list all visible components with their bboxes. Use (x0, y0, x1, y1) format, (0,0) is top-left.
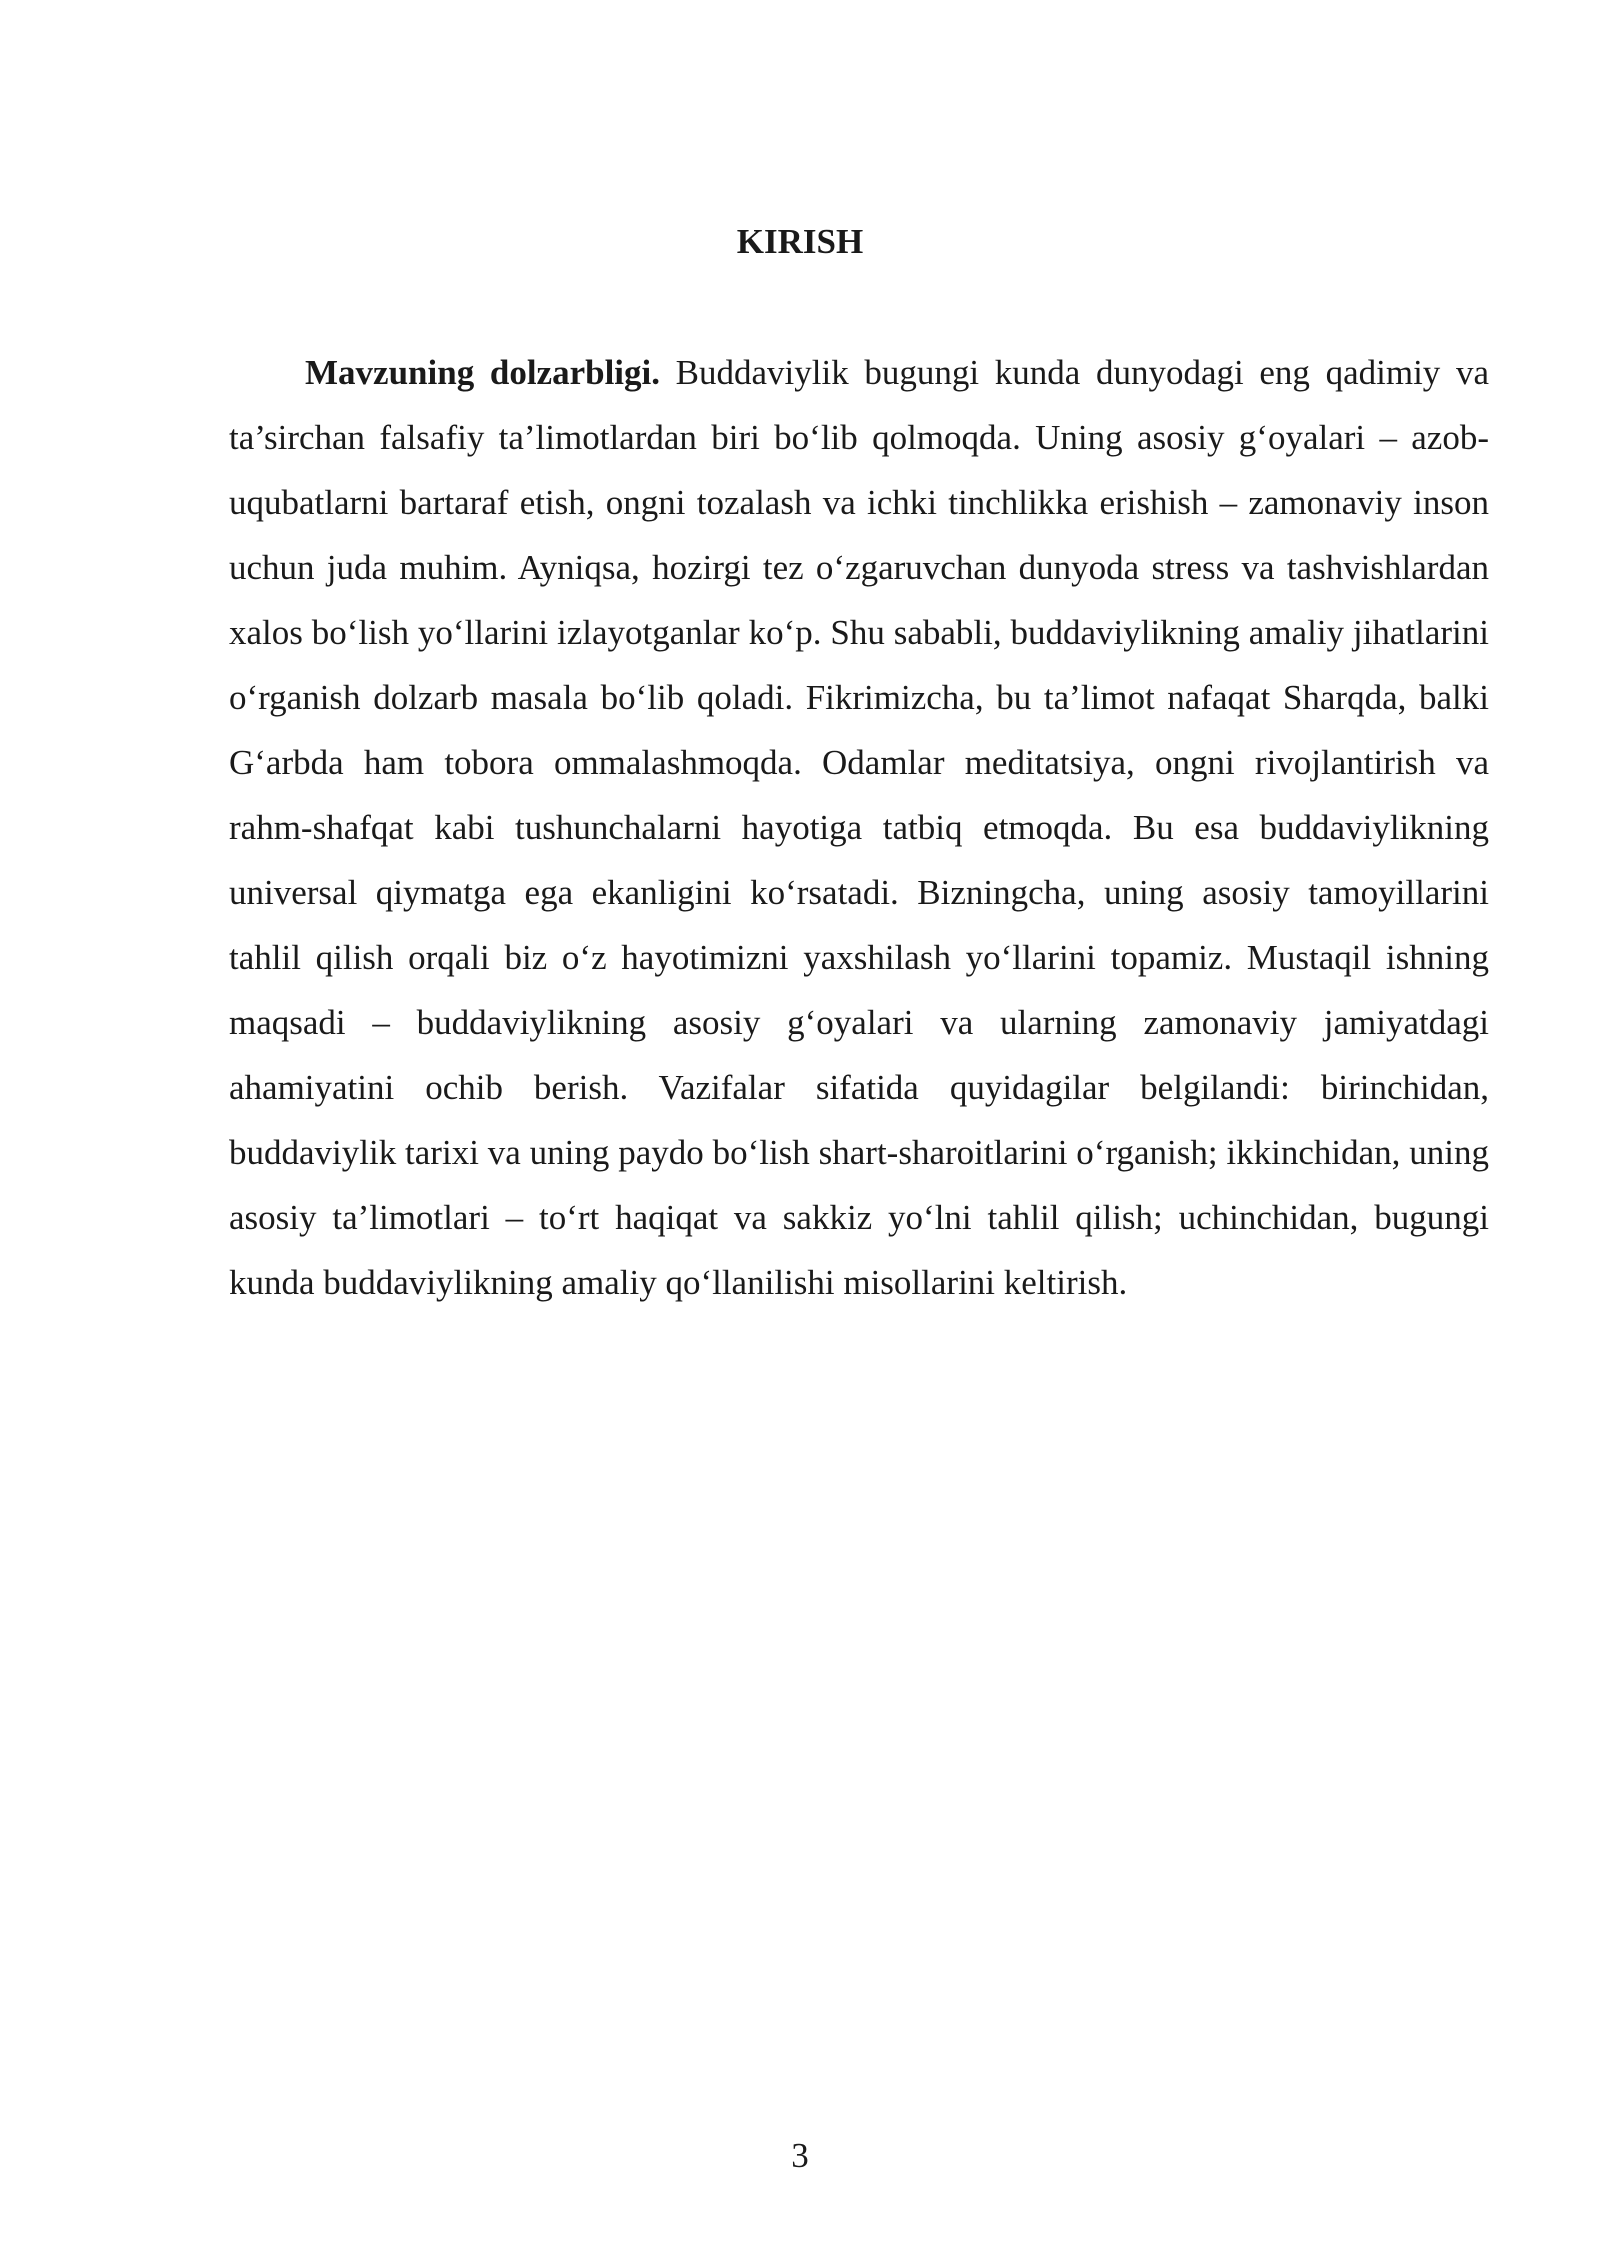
paragraph-text: Buddaviylik bugungi kunda dunyodagi eng qadimiy va ta’sirchan falsafiy ta’limotlardan biri bo‘lib qolmoqda. Uning asosiy g‘oyalari – azob-uqubatlarni bartaraf etish, ongni tozalash va ichki tinchlikka erishish – zamonaviy inson uchun juda muhim. Ayniqsa, hozirgi tez o‘zgaruvchan dunyoda stress va tashvishlardan xalos bo‘lish yo‘llarini izlayotganlar ko‘p. Shu sababli, buddaviylikning amaliy jihatlarini o‘rganish dolzarb masala bo‘lib qoladi. Fikrimizcha, bu ta’limot nafaqat Sharqda, balki G‘arbda ham tobora ommalashmoqda. Odamlar meditatsiya, ongni rivojlantirish va rahm-shafqat kabi tushunchalarni hayotiga tatbiq etmoqda. Bu esa buddaviylikning universal qiymatga ega ekanligini ko‘rsatadi. Bizningcha, uning asosiy tamoyillarini tahlil qilish orqali biz o‘z hayotimizni yaxshilash yo‘llarini topamiz. Mustaqil ishning maqsadi – buddaviylikning asosiy g‘oyalari va ularning zamonaviy jamiyatdagi ahamiyatini ochib berish. Vazifalar sifatida quyidagilar belgilandi: birinchidan, buddaviylik tarixi va uning paydo bo‘lish shart-sharoitlarini o‘rganish; ikkinchidan, uning asosiy ta’limotlari – to‘rt haqiqat va sakkiz yo‘lni tahlil qilish; uchinchidan, bugungi kunda buddaviylikning amaliy qo‘llanilishi misollarini keltirish. (229, 353, 1489, 1302)
paragraph-lead: Mavzuning dolzarbligi. (305, 353, 660, 392)
section-heading: KIRISH (736, 222, 864, 261)
body-paragraph (229, 340, 1489, 1315)
page-number: 3 (791, 2136, 809, 2175)
